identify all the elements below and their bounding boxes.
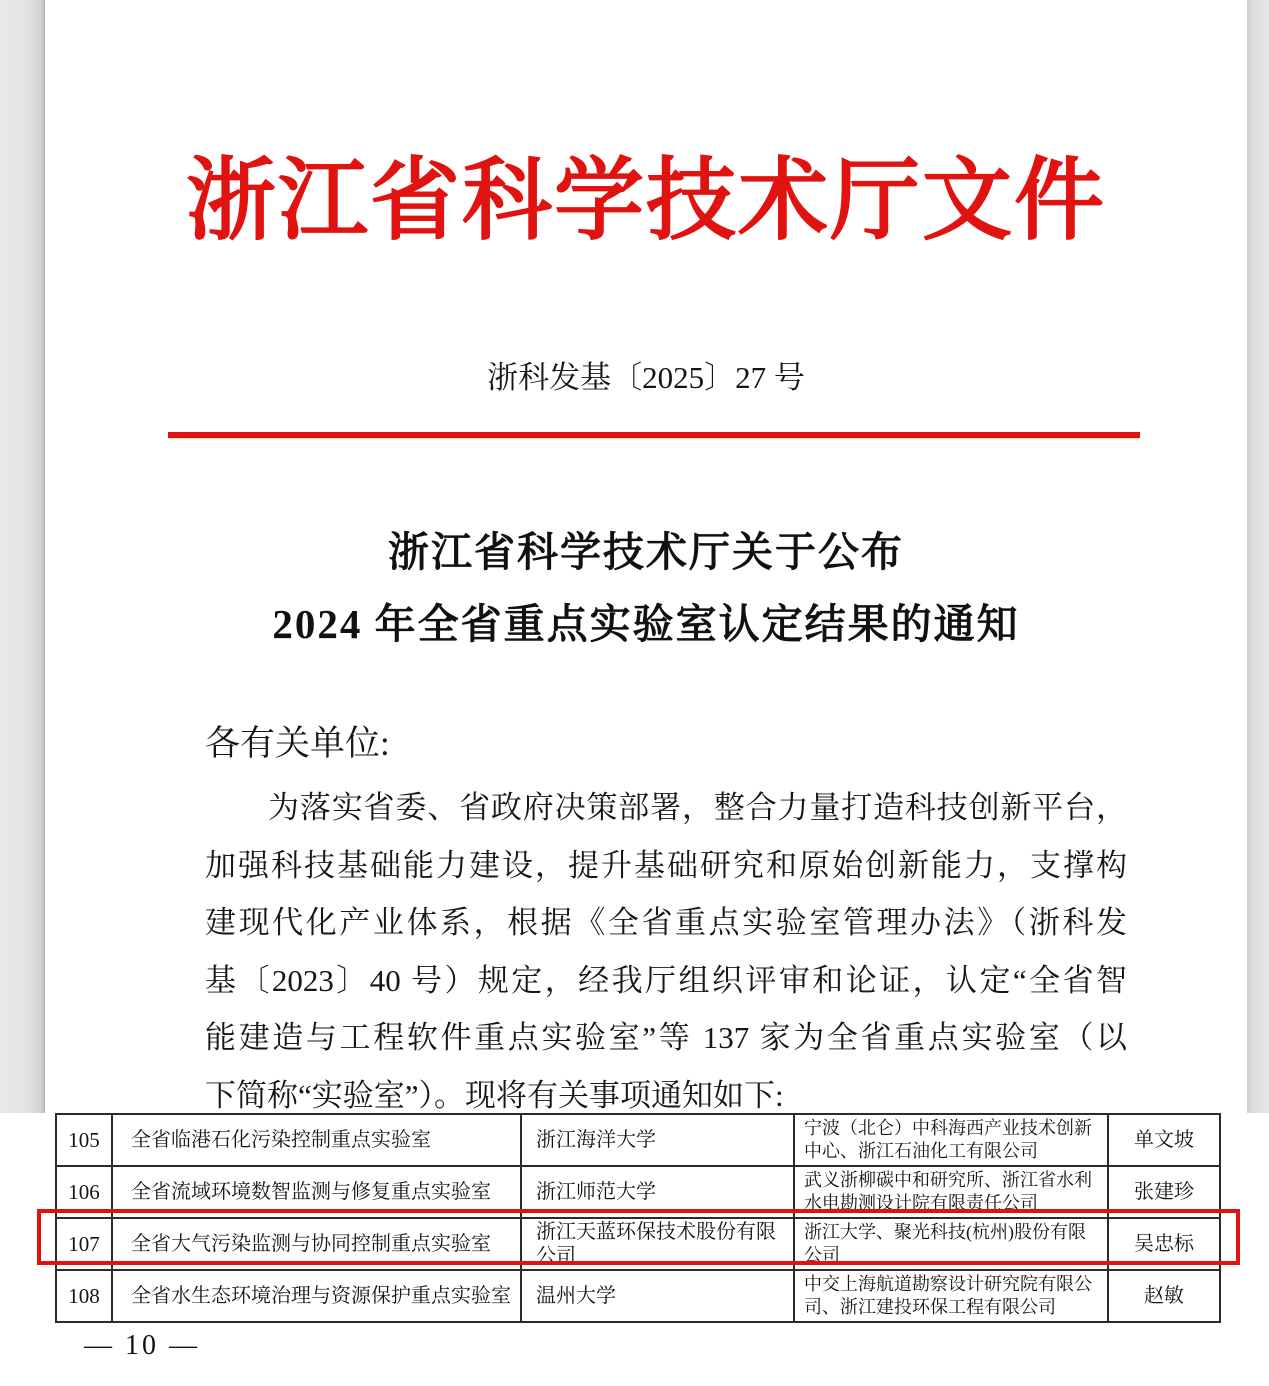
institution-cell: 浙江师范大学 xyxy=(521,1166,794,1218)
lab-number-cell: 108 xyxy=(56,1270,112,1322)
lab-number-cell: 107 xyxy=(56,1218,112,1270)
page-number: — 10 — xyxy=(84,1330,200,1361)
institution-cell: 浙江天蓝环保技术股份有限公司 xyxy=(521,1218,794,1270)
institution-cell: 浙江海洋大学 xyxy=(521,1114,794,1166)
lab-number-cell: 105 xyxy=(56,1114,112,1166)
partners-cell: 宁波（北仑）中科海西产业技术创新中心、浙江石油化工有限公司 xyxy=(794,1114,1108,1166)
partners-cell: 武义浙柳碳中和研究所、浙江省水利水电勘测设计院有限责任公司 xyxy=(794,1166,1108,1218)
lab-name-cell: 全省水生态环境治理与资源保护重点实验室 xyxy=(112,1270,521,1322)
highlight-box-row-107 xyxy=(37,1209,1240,1265)
body-line-1: 为落实省委、省政府决策部署，整合力量打造科技创新平台， xyxy=(268,790,1127,825)
director-cell: 吴忠标 xyxy=(1108,1218,1220,1270)
lab-number-cell: 106 xyxy=(56,1166,112,1218)
lab-name-cell: 全省流域环境数智监测与修复重点实验室 xyxy=(112,1166,521,1218)
body-line-2: 加强科技基础能力建设，提升基础研究和原始创新能力，支撑构 xyxy=(205,847,1127,883)
body-paragraph xyxy=(205,779,1127,1124)
salutation: 各有关单位: xyxy=(205,724,390,763)
body-line-6: 下简称“实验室”）。现将有关事项通知如下: xyxy=(205,1077,784,1113)
lab-name-cell: 全省临港石化污染控制重点实验室 xyxy=(112,1114,521,1166)
body-line-3: 建现代化产业体系，根据《全省重点实验室管理办法》（浙科发 xyxy=(205,905,1127,940)
lab-name-cell: 全省大气污染监测与协同控制重点实验室 xyxy=(112,1218,521,1270)
table-row-108 xyxy=(56,1270,1220,1322)
body-line-5: 能建造与工程软件重点实验室”等 137 家为全省重点实验室（以 xyxy=(205,1020,1127,1055)
table-row-105 xyxy=(56,1114,1220,1166)
partners-cell: 中交上海航道勘察设计研究院有限公司、浙江建投环保工程有限公司 xyxy=(794,1270,1108,1322)
body-line-4: 基〔2023〕40 号）规定，经我厅组织评审和论证，认定“全省智 xyxy=(205,962,1127,998)
director-cell: 单文坡 xyxy=(1108,1114,1220,1166)
letterhead-title: 浙江省科学技术厅文件 xyxy=(186,152,1106,251)
scan-left-margin xyxy=(0,0,45,1113)
director-cell: 张建珍 xyxy=(1108,1166,1220,1218)
document-number: 浙科发基〔2025〕27 号 xyxy=(487,360,805,395)
scan-right-margin xyxy=(1247,0,1269,1113)
notice-title-line2: 2024 年全省重点实验室认定结果的通知 xyxy=(272,601,1020,647)
institution-cell: 温州大学 xyxy=(521,1270,794,1322)
red-divider-line xyxy=(168,432,1140,438)
notice-title-line1: 浙江省科学技术厅关于公布 xyxy=(388,529,904,575)
partners-cell: 浙江大学、聚光科技(杭州)股份有限公司 xyxy=(794,1218,1108,1270)
director-cell: 赵敏 xyxy=(1108,1270,1220,1322)
